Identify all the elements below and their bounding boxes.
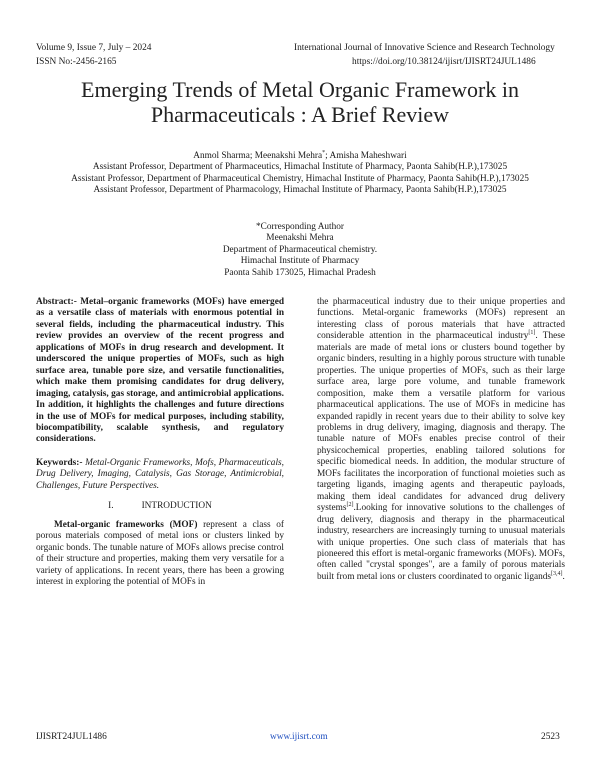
intro-right-part-4: . bbox=[562, 571, 565, 582]
citation-2: [2] bbox=[346, 502, 354, 509]
title-line-1: Emerging Trends of Metal Organic Framework in bbox=[81, 77, 519, 102]
footer-paper-code: IJISRT24JUL1486 bbox=[36, 732, 107, 742]
paper-title bbox=[20, 77, 580, 127]
intro-right-part-2: . These materials are made of metal ions or clusters bound together by organic binders, resulting in a highly porous structure with tunable properties. The unique properties of MOFs, such as their large surface area, large pore volume, and tunable framework composition, make them a versatile platform for various pharmaceutical applications. The use of MOFs in medicine has expanded rapidly in recent years due to their ability to solve key problems in drug delivery, imaging, diagnosis and therapy. The tunable nature of MOFs enables precise control of their physicochemical properties, enabling tailored solutions for specific biomedical needs. In addition, the modular structure of MOFs facilitates the incorporation of functional moieties such as targeting ligands, imaging agents and therapeutic payloads, making them ideal candidates for advanced drug delivery systems bbox=[317, 331, 565, 514]
abstract-text: Abstract:- Metal–organic frameworks (MOFs) have emerged as a versatile class of materials with enormous potential in several fields, including the pharmaceutical industry. This review provides an overview of the recent progress and applications of MOFs in drug research and development. It underscored the unique properties of MOFs, such as high surface area, tunable pore size, and versatile functionalities, which make them promising candidates for drug delivery, imaging, catalysis, gas storage, and antimicrobial applications. In addition, it highlights the challenges and future directions in the use of MOFs for medical purposes, including stability, biocompatibility, scalable synthesis, and regulatory considerations. bbox=[36, 297, 284, 445]
corresponding-place: Paonta Sahib 173025, Himachal Pradesh bbox=[224, 267, 376, 278]
right-column bbox=[317, 297, 565, 583]
keywords bbox=[36, 458, 284, 492]
issn: ISSN No:-2456-2165 bbox=[36, 57, 117, 67]
keywords-text: Metal-Organic Frameworks, Mofs, Pharmaceuticals, Drug Delivery, Imaging, Catalysis, Gas Storage, Antimicrobial, Challenges, Future Perspectives. bbox=[36, 457, 284, 491]
left-column bbox=[36, 297, 284, 588]
section-title: INTRODUCTION bbox=[141, 501, 212, 512]
keywords-label: Keywords:- bbox=[36, 457, 83, 468]
author-names bbox=[20, 151, 580, 162]
corresponding-label: *Corresponding Author bbox=[255, 222, 345, 232]
section-heading-introduction bbox=[36, 501, 284, 512]
corresponding-dept: Department of Pharmaceutical chemistry. bbox=[222, 244, 378, 255]
intro-right-part-3: .Looking for innovative solutions to the challenges of drug delivery, diagnosis and therapy in the pharmaceutical industry, researchers are increasingly turning to unusual materials with unique properties. One such class of materials that has pioneered this effort is metal-organic frameworks (MOFs). MOFs, often called "crystal sponges", are a family of porous materials built from metal ions or clusters coordinated to organic ligands bbox=[317, 503, 565, 582]
section-number: I. bbox=[108, 501, 114, 512]
corresponding-marker: * bbox=[322, 149, 326, 156]
intro-right-part-1: the pharmaceutical industry due to their unique properties and functions. Metal-organic frameworks (MOFs) represent an interesting class of porous materials that have attracted considerable attention in the pharmaceutical industry bbox=[317, 297, 565, 342]
corresponding-institute: Himachal Institute of Pharmacy bbox=[240, 256, 360, 267]
intro-left-text: represent a class of porous materials composed of metal ions or clusters linked by organic bonds. The tunable nature of MOFs allows precise control of their structure and properties, making them very versatile for a variety of applications. In recent years, there has been a growing interest in exploring the potential of MOFs in bbox=[36, 519, 285, 587]
intro-paragraph-right bbox=[317, 297, 565, 583]
corresponding-author-block bbox=[100, 222, 500, 279]
journal-name: International Journal of Innovative Science and Research Technology bbox=[294, 43, 555, 53]
author-block bbox=[20, 151, 580, 197]
citation-1: [1] bbox=[528, 330, 536, 337]
title-line-2: Pharmaceuticals : A Brief Review bbox=[150, 102, 450, 127]
corresponding-name: Meenakshi Mehra bbox=[266, 233, 334, 244]
author-names-part-1: Anmol Sharma; Meenakshi Mehra bbox=[193, 151, 323, 161]
volume-info: Volume 9, Issue 7, July – 2024 bbox=[36, 43, 152, 53]
intro-paragraph-left bbox=[36, 520, 284, 589]
footer-website-link[interactable]: www.ijisrt.com bbox=[270, 732, 328, 742]
page-number: 2523 bbox=[541, 732, 560, 742]
intro-bold-lead: Metal-organic frameworks (MOF) bbox=[54, 519, 198, 530]
affiliation-3: Assistant Professor, Department of Pharmacology, Himachal Institute of Pharmacy, Paonta Sahib(H.P.),173025 bbox=[93, 185, 507, 196]
affiliation-1: Assistant Professor, Department of Pharmaceutics, Himachal Institute of Pharmacy, Paonta Sahib(H.P.),173025 bbox=[92, 162, 508, 173]
affiliation-2: Assistant Professor, Department of Pharmaceutical Chemistry, Himachal Institute of Pharmacy, Paonta Sahib(H.P.),173025 bbox=[71, 173, 529, 184]
citation-3-4: [3,4] bbox=[551, 570, 563, 577]
doi-link[interactable]: https://doi.org/10.38124/ijisrt/IJISRT24JUL1486 bbox=[352, 57, 536, 67]
author-names-part-2: ; Amisha Maheshwari bbox=[325, 151, 407, 161]
